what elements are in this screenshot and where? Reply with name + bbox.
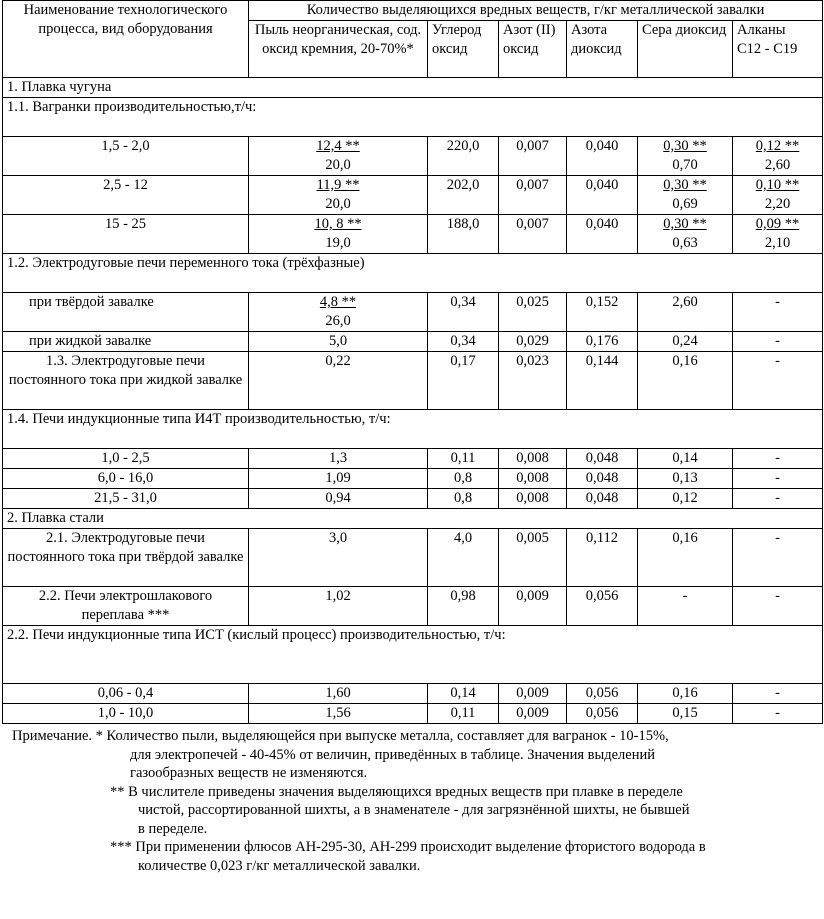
- no-cell: 0,005: [499, 529, 567, 587]
- alkanes-cell-numerator: 0,12 **: [755, 138, 800, 154]
- row-label: при жидкой завалке: [3, 332, 249, 352]
- table-row: [3, 489, 823, 509]
- co-cell: 0,98: [428, 587, 499, 626]
- so2-cell: [638, 137, 733, 176]
- so2-cell: 0,12: [638, 489, 733, 509]
- dust-cell-denominator: 26,0: [325, 313, 351, 329]
- alkanes-cell-denominator: 2,60: [764, 157, 791, 173]
- alkanes-cell: -: [733, 469, 823, 489]
- alkanes-cell-numerator: 0,09 **: [755, 216, 800, 232]
- dust-cell: 0,94: [249, 489, 428, 509]
- table-row: [3, 469, 823, 489]
- alkanes-cell: -: [733, 684, 823, 704]
- note-1-line-3: газообразных веществ не изменяются.: [130, 765, 368, 781]
- section-label: 1.1. Вагранки производительностью,т/ч:: [3, 98, 823, 137]
- so2-cell-numerator: 0,30 **: [663, 216, 707, 232]
- dust-cell-denominator: 20,0: [325, 196, 351, 212]
- no2-cell: 0,176: [567, 332, 638, 352]
- dust-cell: [249, 137, 428, 176]
- dust-cell: [249, 293, 428, 332]
- table-row: [3, 449, 823, 469]
- so2-cell: 2,60: [638, 293, 733, 332]
- so2-cell: 0,16: [638, 529, 733, 587]
- dust-cell: 1,3: [249, 449, 428, 469]
- section-row: [3, 78, 823, 98]
- note-2-line-1: ** В числителе приведены значения выделяющихся вредных веществ при плавке в переделе: [110, 783, 683, 800]
- no2-cell: 0,040: [567, 137, 638, 176]
- alkanes-cell: [733, 176, 823, 215]
- alkanes-cell: -: [733, 529, 823, 587]
- header-no2: Азота диоксид: [567, 21, 638, 78]
- so2-cell-numerator: 0,30 **: [663, 138, 707, 154]
- so2-cell: 0,16: [638, 352, 733, 410]
- no-cell: 0,007: [499, 137, 567, 176]
- no-cell: 0,009: [499, 587, 567, 626]
- co-cell: 0,11: [428, 449, 499, 469]
- dust-cell: 1,60: [249, 684, 428, 704]
- dust-cell: 0,22: [249, 352, 428, 410]
- no-cell: 0,009: [499, 704, 567, 724]
- no-cell: 0,008: [499, 489, 567, 509]
- no2-cell: 0,056: [567, 587, 638, 626]
- alkanes-cell: -: [733, 449, 823, 469]
- header-co: Углерод оксид: [428, 21, 499, 78]
- header-alkanes: [733, 21, 823, 78]
- no-cell: 0,029: [499, 332, 567, 352]
- section-label: 1.4. Печи индукционные типа И4Т производительностью, т/ч:: [3, 410, 823, 449]
- row-label: 21,5 - 31,0: [3, 489, 249, 509]
- no2-cell: 0,048: [567, 449, 638, 469]
- no-cell: 0,007: [499, 215, 567, 254]
- no2-cell: 0,112: [567, 529, 638, 587]
- table-row: [3, 332, 823, 352]
- so2-cell-denominator: 0,63: [672, 235, 698, 251]
- co-cell: 0,8: [428, 489, 499, 509]
- note-1-line-2: для электропечей - 40-45% от величин, приведённых в таблице. Значения выделений: [130, 746, 655, 763]
- dust-cell: 1,02: [249, 587, 428, 626]
- dust-cell: 5,0: [249, 332, 428, 352]
- dust-cell-fraction: [320, 293, 356, 331]
- so2-cell-fraction: [663, 137, 707, 175]
- table-row: [3, 587, 823, 626]
- header-row-1: [3, 1, 823, 21]
- note-1-line-1: Примечание. * Количество пыли, выделяющейся при выпуске металла, составляет для вагранок - 10-15%,: [12, 728, 669, 744]
- dust-cell-numerator: 12,4 **: [316, 138, 360, 154]
- no2-cell: 0,144: [567, 352, 638, 410]
- dust-cell: 1,56: [249, 704, 428, 724]
- note-3-line-2: количестве 0,023 г/кг металлической завалки.: [138, 857, 421, 874]
- no-cell: 0,008: [499, 469, 567, 489]
- section-row: [3, 98, 823, 137]
- alkanes-cell: [733, 215, 823, 254]
- header-group: Количество выделяющихся вредных веществ, г/кг металлической завалки: [249, 1, 823, 21]
- co-cell: 0,34: [428, 293, 499, 332]
- so2-cell-denominator: 0,70: [672, 157, 698, 173]
- no2-cell: 0,056: [567, 684, 638, 704]
- section-row: [3, 254, 823, 293]
- header-process: Наименование технологического процесса, вид оборудования: [3, 1, 249, 78]
- co-cell: 188,0: [428, 215, 499, 254]
- alkanes-cell: [733, 137, 823, 176]
- so2-cell-denominator: 0,69: [672, 196, 698, 212]
- section-row: [3, 626, 823, 684]
- so2-cell: [638, 176, 733, 215]
- table-row: [3, 176, 823, 215]
- no2-cell: 0,048: [567, 489, 638, 509]
- dust-cell: 3,0: [249, 529, 428, 587]
- alkanes-cell-denominator: 2,10: [764, 235, 791, 251]
- table-row: [3, 215, 823, 254]
- header-alkanes-sub: C12 - C19: [737, 41, 798, 57]
- note-2-line-3: в переделе.: [138, 820, 208, 837]
- no-cell: 0,007: [499, 176, 567, 215]
- dust-cell: [249, 176, 428, 215]
- section-row: [3, 410, 823, 449]
- notes-block: [12, 727, 812, 875]
- row-label: 1,5 - 2,0: [3, 137, 249, 176]
- so2-cell-fraction: [663, 215, 707, 253]
- emissions-table: [2, 0, 823, 724]
- note-2-line-2: чистой, рассортированной шихты, а в знаменателе - для загрязнённой шихты, не бывшей: [138, 802, 690, 818]
- row-label: 1.3. Электродуговые печи постоянного тока при жидкой завалке: [3, 352, 249, 410]
- dust-cell-denominator: 20,0: [325, 157, 351, 173]
- section-label: 1. Плавка чугуна: [3, 78, 823, 98]
- so2-cell-numerator: 0,30 **: [663, 177, 707, 193]
- alkanes-cell: -: [733, 352, 823, 410]
- alkanes-cell: -: [733, 489, 823, 509]
- dust-cell-denominator: 19,0: [325, 235, 351, 251]
- so2-cell: 0,13: [638, 469, 733, 489]
- section-label: 2.2. Печи индукционные типа ИСТ (кислый процесс) производительностью, т/ч:: [3, 626, 823, 684]
- co-cell: 220,0: [428, 137, 499, 176]
- table-row: [3, 293, 823, 332]
- table-row: [3, 529, 823, 587]
- alkanes-cell: -: [733, 332, 823, 352]
- no-cell: 0,025: [499, 293, 567, 332]
- no2-cell: 0,152: [567, 293, 638, 332]
- dust-cell-fraction: [314, 215, 361, 253]
- header-no: Азот (II) оксид: [499, 21, 567, 78]
- header-dust: Пыль неорганическая, сод. оксид кремния, 20-70%*: [249, 21, 428, 78]
- row-label: 1,0 - 2,5: [3, 449, 249, 469]
- table-row: [3, 352, 823, 410]
- co-cell: 0,17: [428, 352, 499, 410]
- dust-cell: [249, 215, 428, 254]
- no2-cell: 0,048: [567, 469, 638, 489]
- header-so2: Сера диоксид: [638, 21, 733, 78]
- dust-cell-numerator: 11,9 **: [316, 177, 360, 193]
- alkanes-cell-fraction: [756, 215, 800, 253]
- alkanes-cell: -: [733, 293, 823, 332]
- no2-cell: 0,040: [567, 176, 638, 215]
- row-label: 0,06 - 0,4: [3, 684, 249, 704]
- alkanes-cell-denominator: 2,20: [764, 196, 791, 212]
- row-label: при твёрдой завалке: [3, 293, 249, 332]
- co-cell: 0,14: [428, 684, 499, 704]
- table-row: [3, 684, 823, 704]
- co-cell: 4,0: [428, 529, 499, 587]
- alkanes-cell-fraction: [756, 137, 800, 175]
- so2-cell: 0,15: [638, 704, 733, 724]
- row-label: 1,0 - 10,0: [3, 704, 249, 724]
- alkanes-cell-fraction: [756, 176, 800, 214]
- dust-cell-fraction: [317, 176, 360, 214]
- dust-cell-numerator: 10, 8 **: [314, 216, 362, 232]
- no2-cell: 0,056: [567, 704, 638, 724]
- so2-cell-fraction: [663, 176, 707, 214]
- row-label: 6,0 - 16,0: [3, 469, 249, 489]
- co-cell: 0,8: [428, 469, 499, 489]
- no-cell: 0,023: [499, 352, 567, 410]
- so2-cell: 0,14: [638, 449, 733, 469]
- so2-cell: 0,24: [638, 332, 733, 352]
- no-cell: 0,008: [499, 449, 567, 469]
- row-label: 2,5 - 12: [3, 176, 249, 215]
- section-label: 1.2. Электродуговые печи переменного тока (трёхфазные): [3, 254, 823, 293]
- so2-cell: -: [638, 587, 733, 626]
- table-row: [3, 137, 823, 176]
- row-label: 15 - 25: [3, 215, 249, 254]
- alkanes-cell: -: [733, 587, 823, 626]
- dust-cell: 1,09: [249, 469, 428, 489]
- co-cell: 0,34: [428, 332, 499, 352]
- alkanes-cell-numerator: 0,10 **: [755, 177, 800, 193]
- header-alkanes-label: Алканы: [737, 22, 786, 38]
- section-label: 2. Плавка стали: [3, 509, 823, 529]
- alkanes-cell: -: [733, 704, 823, 724]
- dust-cell-numerator: 4,8 **: [319, 294, 357, 310]
- co-cell: 0,11: [428, 704, 499, 724]
- table-row: [3, 704, 823, 724]
- dust-cell-fraction: [316, 137, 360, 175]
- row-label: 2.2. Печи электрошлакового переплава ***: [3, 587, 249, 626]
- so2-cell: [638, 215, 733, 254]
- no2-cell: 0,040: [567, 215, 638, 254]
- table-body: [3, 78, 823, 724]
- row-label: 2.1. Электродуговые печи постоянного тока при твёрдой завалке: [3, 529, 249, 587]
- co-cell: 202,0: [428, 176, 499, 215]
- note-3-line-1: *** При применении флюсов АН-295-30, АН-299 происходит выделение фтористого водорода в: [110, 839, 706, 855]
- so2-cell: 0,16: [638, 684, 733, 704]
- section-row: [3, 509, 823, 529]
- no-cell: 0,009: [499, 684, 567, 704]
